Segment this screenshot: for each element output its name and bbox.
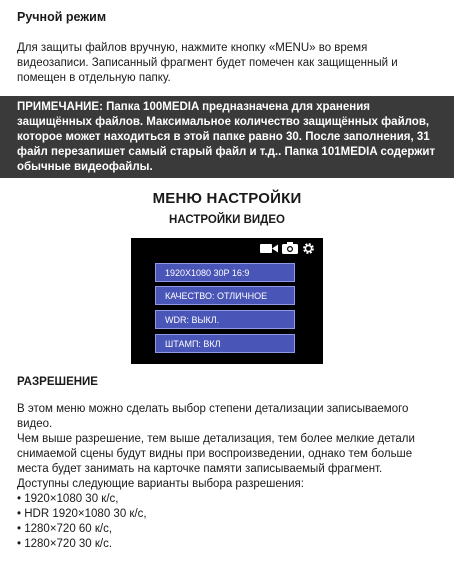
menu-item-resolution[interactable]: 1920X1080 30P 16:9 — [155, 263, 295, 282]
camera-screen — [131, 238, 323, 364]
menu-item-stamp[interactable]: ШТАМП: ВКЛ — [155, 334, 295, 353]
manual-mode-heading: Ручной режим — [17, 10, 107, 24]
resolution-option: • 1920×1080 30 к/с, — [17, 492, 442, 507]
menu-item-quality[interactable]: КАЧЕСТВО: ОТЛИЧНОЕ — [155, 286, 295, 305]
resolution-option: • 1280×720 30 к/с. — [17, 537, 442, 552]
video-camera-icon — [260, 243, 278, 254]
manual-mode-text: Для защиты файлов вручную, нажмите кнопку «MENU» во время видеозаписи. Записанный фрагмент будет помечен как защищенный и помещен в отдельную папку. — [17, 42, 398, 84]
note-text: ПРИМЕЧАНИЕ: Папка 100MEDIA предназначена для хранения защищённых файлов. Максимальное количество защищённых файлов, которое может находиться в этой папке равно 30. После заполнения, 31 файл перезапишет самый старый файл и т.д.. Папка 101MEDIA содержит обычные видеофайлы. — [17, 101, 436, 173]
resolution-option: • HDR 1920×1080 30 к/с, — [17, 507, 442, 522]
gear-icon — [302, 242, 315, 255]
screen-icons — [260, 241, 315, 255]
resolution-heading: РАЗРЕШЕНИЕ — [17, 376, 98, 388]
resolution-text-3: Доступны следующие варианты выбора разрешения: — [17, 478, 304, 490]
resolution-section — [17, 402, 442, 552]
note-box — [0, 96, 454, 178]
resolution-option: • 1280×720 60 к/с, — [17, 522, 442, 537]
resolution-options-list — [17, 492, 442, 552]
settings-menu-title: МЕНЮ НАСТРОЙКИ — [152, 190, 302, 207]
resolution-text-1: В этом меню можно сделать выбор степени детализации записываемого видео. — [17, 403, 409, 430]
photo-camera-icon — [282, 242, 298, 254]
video-settings-subtitle: НАСТРОЙКИ ВИДЕО — [169, 214, 285, 226]
menu-item-wdr[interactable]: WDR: ВЫКЛ. — [155, 310, 295, 329]
resolution-text-2: Чем выше разрешение, тем выше детализация, тем более мелкие детали снимаемой сцены будут видны при воспроизведении, однако тем больше места будет занимать на карточке памяти записываемый фрагмент. — [17, 433, 415, 475]
